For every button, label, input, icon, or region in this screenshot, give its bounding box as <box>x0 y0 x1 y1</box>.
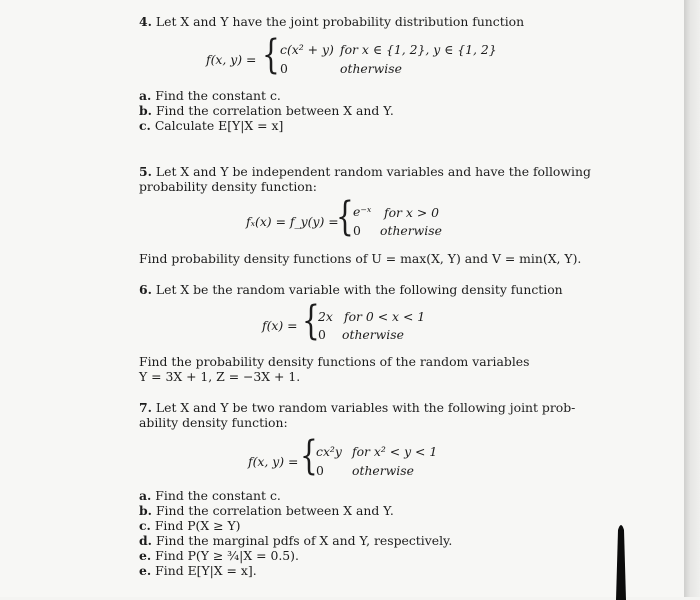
brace-icon: { <box>300 433 318 479</box>
problem-5-case1-expr: e⁻ˣ <box>353 204 372 219</box>
page-edge <box>684 0 700 597</box>
problem-5-case1-cond: for x > 0 <box>384 205 440 220</box>
problem-7-item-b: b. Find the correlation between X and Y. <box>139 503 394 518</box>
problem-7-case1-expr: cx²y <box>316 444 342 459</box>
problem-5-intro-line2: probability density function: <box>139 179 317 194</box>
problem-6-case2-cond: otherwise <box>342 327 404 342</box>
problem-6-case1-cond: for 0 < x < 1 <box>344 309 426 324</box>
problem-4-item-b: b. Find the correlation between X and Y. <box>139 103 394 118</box>
problem-4-case1-cond: for x ∈ {1, 2}, y ∈ {1, 2} <box>340 42 497 57</box>
problem-6-heading: 6. Let X be the random variable with the following density function <box>139 282 563 297</box>
problem-4-item-c: c. Calculate E[Y|X = x] <box>139 118 284 133</box>
problem-4-case2-expr: 0 <box>280 61 288 76</box>
brace-icon: { <box>336 194 354 240</box>
brace-icon: { <box>262 32 280 78</box>
problem-7-item-c: c. Find P(X ≥ Y) <box>139 518 241 533</box>
problem-7-heading: 7. Let X and Y be two random variables with the following joint prob- <box>139 400 576 415</box>
problem-7-item-a: a. Find the constant c. <box>139 488 281 503</box>
problem-6-outro-line2: Y = 3X + 1, Z = −3X + 1. <box>139 369 301 384</box>
problem-5-heading: 5. Let X and Y be independent random variables and have the following <box>139 164 591 179</box>
problem-5-case2-expr: 0 <box>353 223 361 238</box>
brace-icon: { <box>302 298 320 344</box>
problem-4-case2-cond: otherwise <box>340 61 402 76</box>
problem-4-case1-expr: c(x² + y) <box>280 42 334 57</box>
problem-6-case1-expr: 2x <box>318 309 333 324</box>
problem-7-case2-cond: otherwise <box>352 463 414 478</box>
problem-5-formula-lhs: fₓ(x) = f_y(y) = <box>246 214 339 229</box>
problem-7-intro-line2: ability density function: <box>139 415 288 430</box>
problem-6-formula-lhs: f(x) = <box>262 318 298 333</box>
problem-5-case2-cond: otherwise <box>380 223 442 238</box>
problem-5-outro: Find probability density functions of U = max(X, Y) and V = min(X, Y). <box>139 251 582 266</box>
problem-7-item-e2: e. Find E[Y|X = x]. <box>139 563 257 578</box>
problem-4-formula-lhs: f(x, y) = <box>206 52 257 67</box>
problem-7-formula-lhs: f(x, y) = <box>248 454 299 469</box>
problem-7-case1-cond: for x² < y < 1 <box>352 444 438 459</box>
problem-7-item-d: d. Find the marginal pdfs of X and Y, respectively. <box>139 533 453 548</box>
problem-4-heading: 4. Let X and Y have the joint probability distribution function <box>139 14 525 29</box>
problem-6-case2-expr: 0 <box>318 327 326 342</box>
problem-6-outro-line1: Find the probability density functions of the random variables <box>139 354 530 369</box>
problem-7-case2-expr: 0 <box>316 463 324 478</box>
problem-4-item-a: a. Find the constant c. <box>139 88 281 103</box>
problem-7-item-e: e. Find P(Y ≥ ¾|X = 0.5). <box>139 548 299 563</box>
pen-mark-icon <box>612 520 630 600</box>
